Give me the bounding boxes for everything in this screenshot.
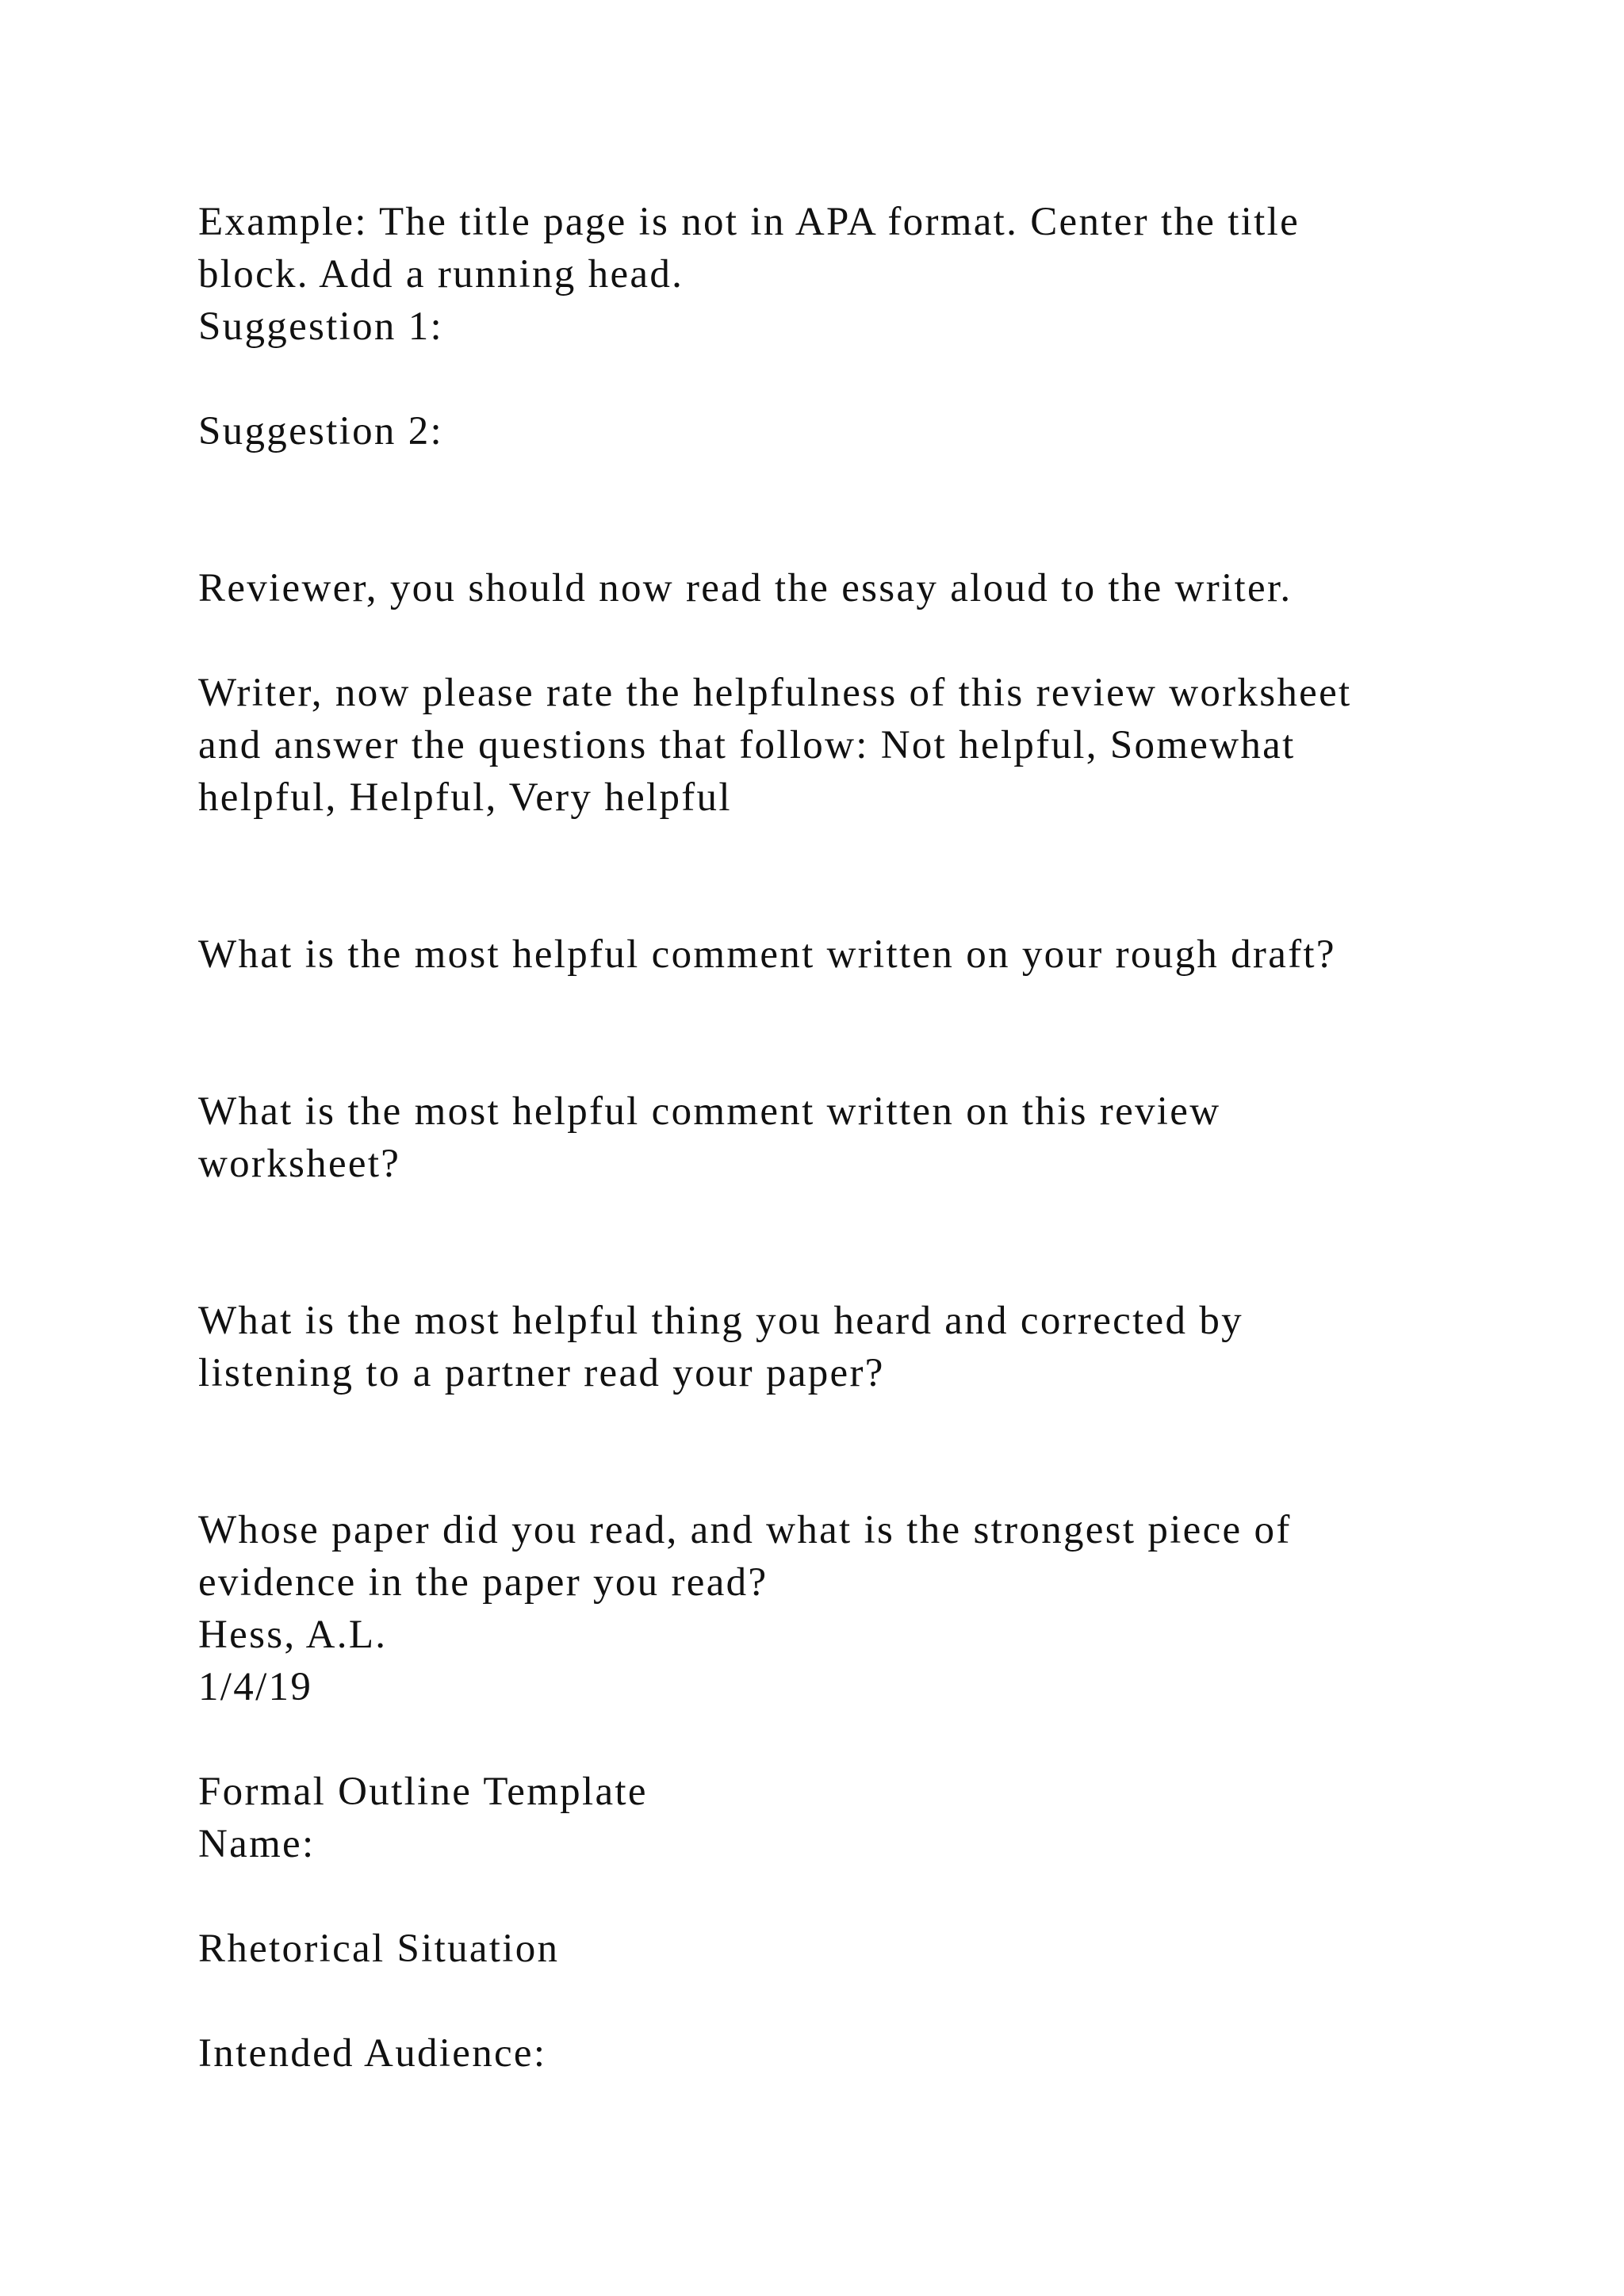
writer-rating-line-2: and answer the questions that follow: Not helpful, Somewhat (198, 723, 1296, 767)
suggestion-1-label: Suggestion 1: (198, 304, 444, 349)
question-1: What is the most helpful comment written on your rough draft? (198, 932, 1336, 977)
blank-line (198, 1713, 1499, 1766)
question-2-line-2: worksheet? (198, 1142, 401, 1186)
blank-line (198, 614, 1499, 667)
example-text-line-2: block. Add a running head. (198, 252, 684, 297)
citation-author: Hess, A.L. (198, 1613, 388, 1657)
audience-label: Intended Audience: (198, 2031, 547, 2076)
example-text-line-1: Example: The title page is not in APA format. Center the title (198, 200, 1300, 244)
blank-line (198, 353, 1499, 405)
blank-line (198, 1975, 1499, 2027)
name-label: Name: (198, 1822, 316, 1866)
writer-rating-line-3: helpful, Helpful, Very helpful (198, 775, 732, 820)
question-2-line-1: What is the most helpful comment written on this review (198, 1089, 1221, 1134)
question-3-line-1: What is the most helpful thing you heard and corrected by (198, 1299, 1243, 1343)
blank-lines (198, 1399, 1499, 1504)
writer-rating-line-1: Writer, now please rate the helpfulness of this review worksheet (198, 671, 1352, 715)
blank-lines (198, 981, 1499, 1085)
section-heading: Rhetorical Situation (198, 1927, 560, 1971)
question-4-line-1: Whose paper did you read, and what is the strongest piece of (198, 1508, 1292, 1552)
blank-lines (198, 824, 1499, 928)
blank-lines (198, 457, 1499, 562)
blank-lines (198, 1190, 1499, 1295)
suggestion-2-label: Suggestion 2: (198, 409, 444, 453)
blank-line (198, 1870, 1499, 1923)
document-body (198, 196, 1499, 2080)
citation-date: 1/4/19 (198, 1665, 313, 1709)
reviewer-instruction: Reviewer, you should now read the essay aloud to the writer. (198, 566, 1293, 610)
outline-title: Formal Outline Template (198, 1770, 648, 1814)
question-3-line-2: listening to a partner read your paper? (198, 1351, 885, 1395)
question-4-line-2: evidence in the paper you read? (198, 1560, 768, 1605)
